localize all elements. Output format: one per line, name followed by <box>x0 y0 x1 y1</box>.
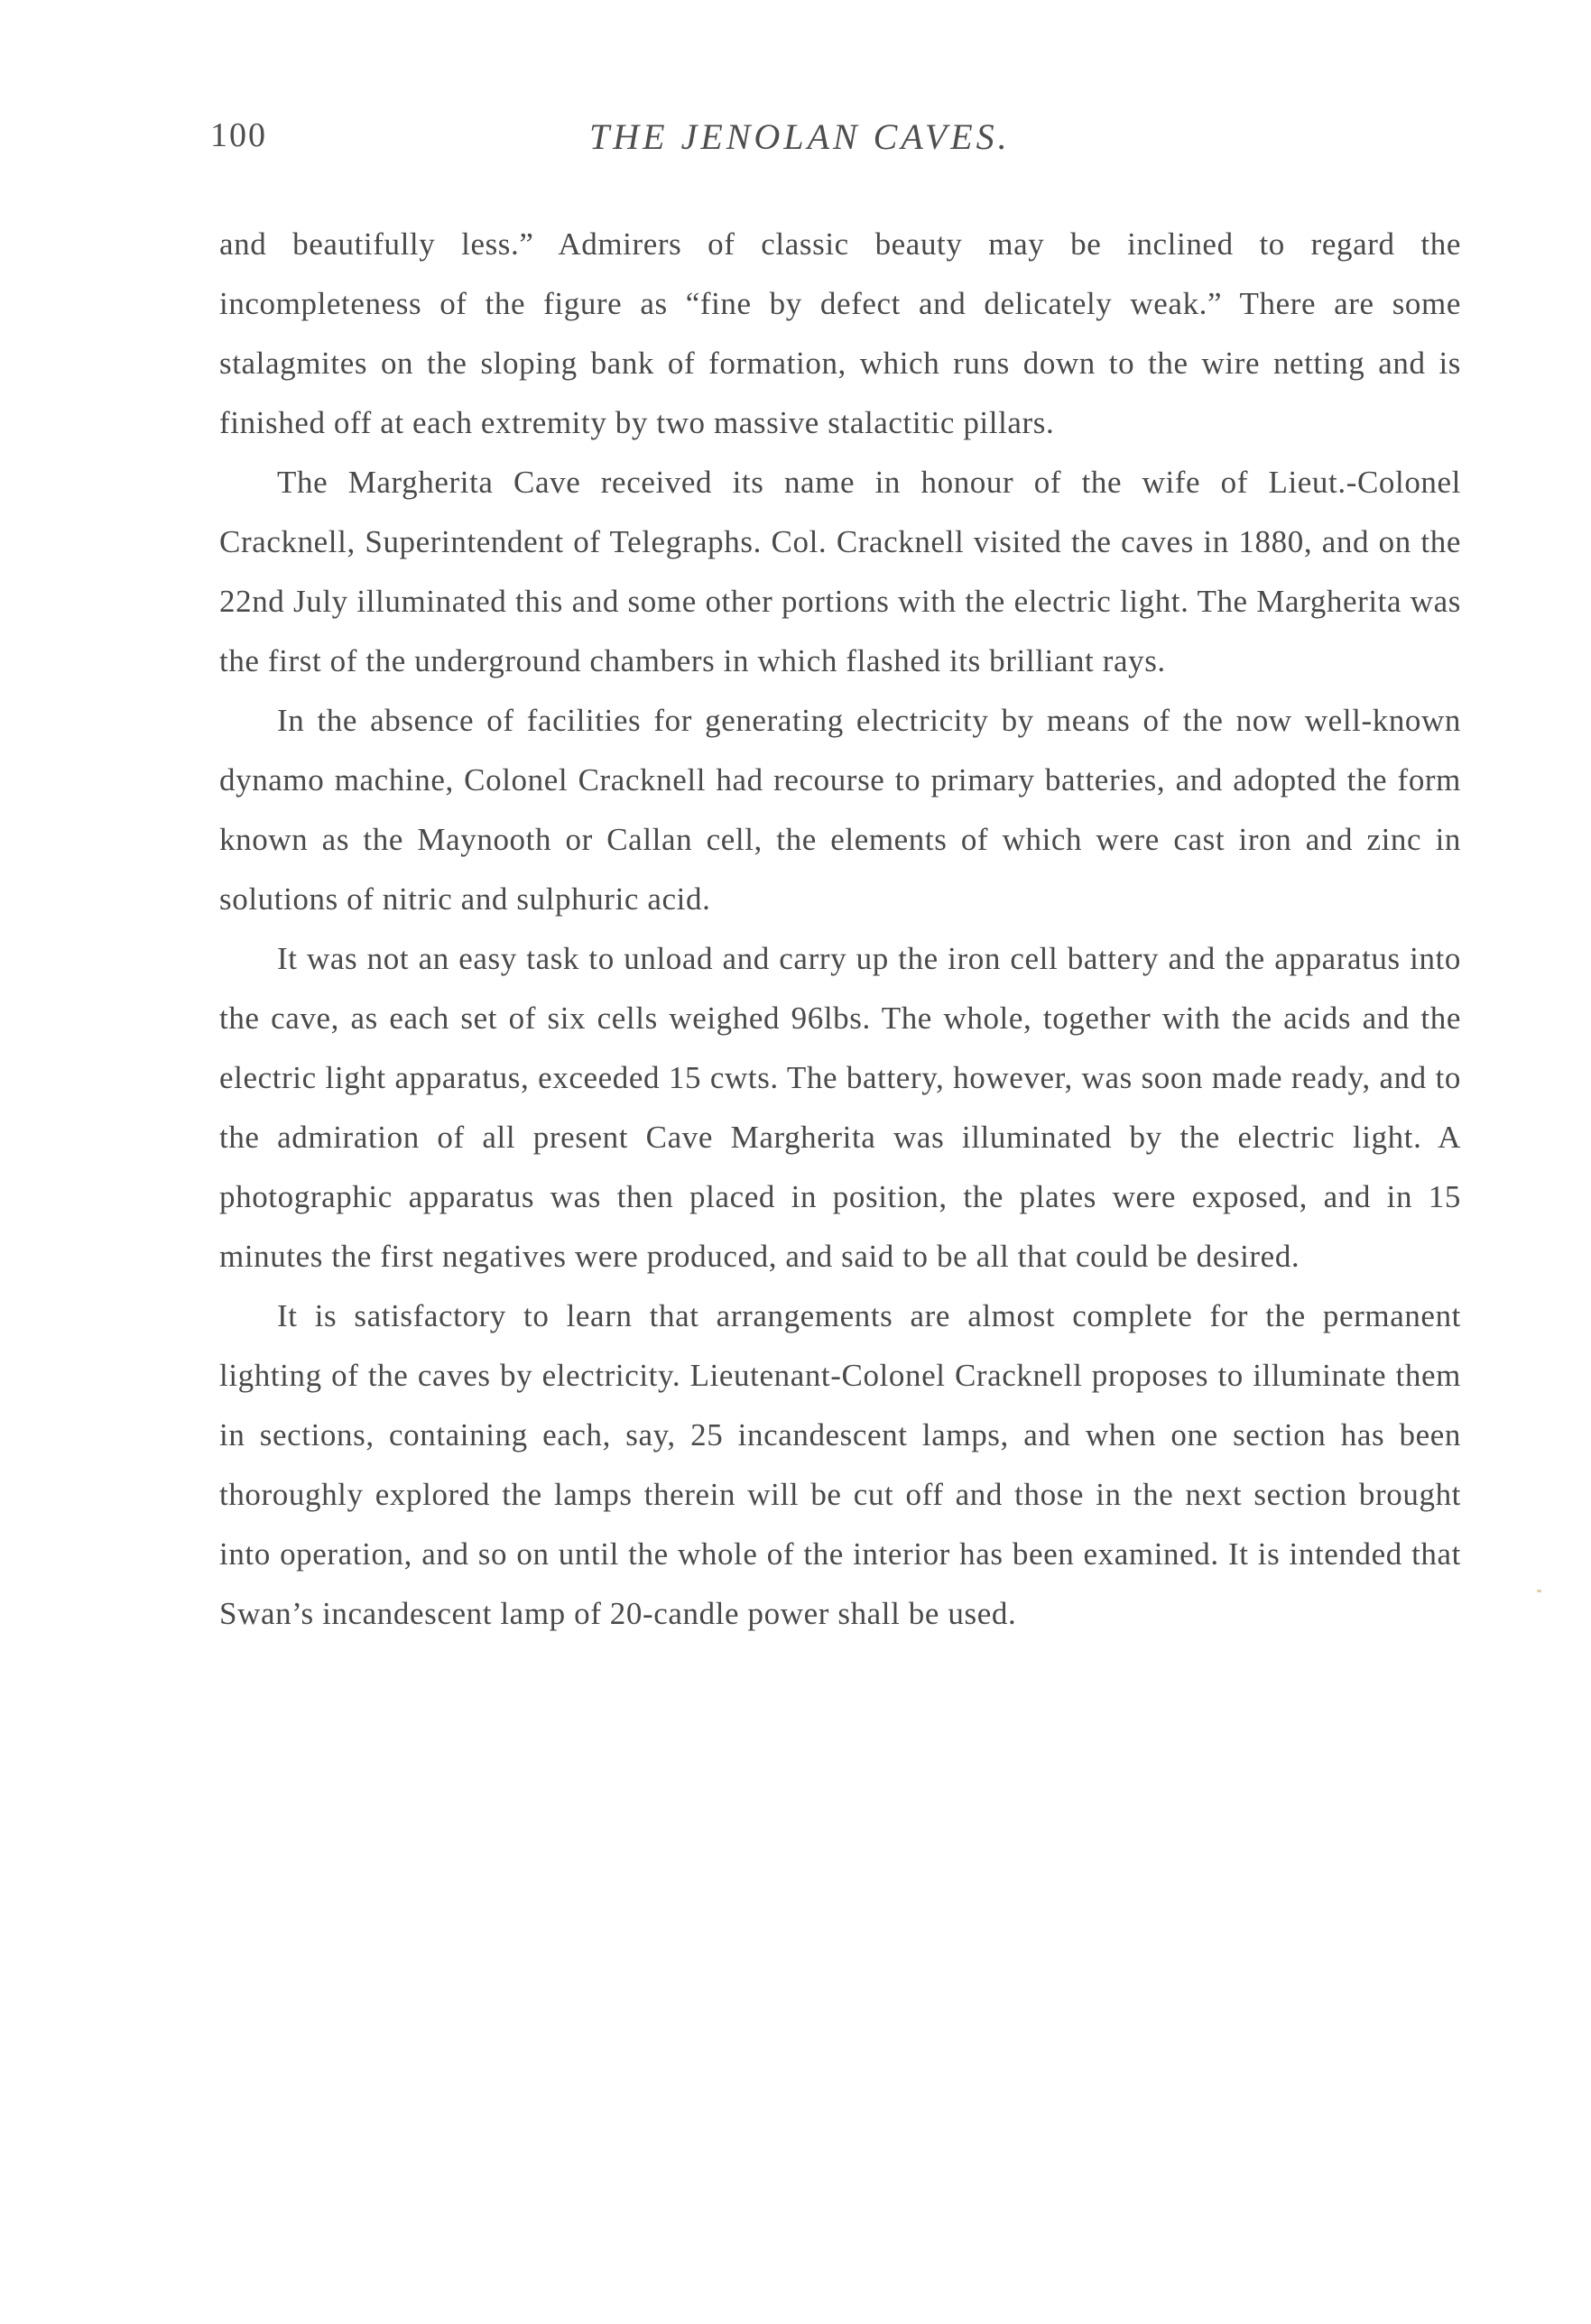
running-title: THE JENOLAN CAVES. <box>589 116 1011 157</box>
page-number: 100 <box>210 116 267 154</box>
paragraph-continued: and beautifully less.” Admirers of classic beauty may be inclined to regard the incompleteness of the figure as “fine by defect and delicately weak.” There are some stalagmites on the sloping bank of formation, which runs down to the wire netting and is finished off at each extremity by two massive stalactitic pillars. <box>219 226 1461 440</box>
paragraph-battery-transport: It was not an easy task to unload and carry up the iron cell battery and the apparatus into the cave, as each set of six cells weighed 96lbs. The whole, together with the acids and the electric light apparatus, exceeded 15 cwts. The battery, however, was soon made ready, and to the admiration of all present Cave Margherita was illuminated by the electric light. A photographic apparatus was then placed in position, the plates were exposed, and in 15 minutes the first negatives were produced, and said to be all that could be desired. <box>219 941 1461 1274</box>
paragraph-margherita-cave: The Margherita Cave received its name in honour of the wife of Lieut.-Colonel Cracknell, Superintendent of Telegraphs. Col. Cracknell visited the caves in 1880, and on the 22nd July illuminated this and some other portions with the electric light. The Margherita was the first of the underground chambers in which flashed its brilliant rays. <box>219 465 1461 678</box>
page-header <box>210 115 1474 170</box>
paper-speck <box>1537 1590 1541 1592</box>
paragraph-permanent-lighting: It is satisfactory to learn that arrangements are almost complete for the permanent lighting of the caves by electricity. Lieutenant-Colonel Cracknell proposes to illuminate them in sections, containing each, say, 25 incandescent lamps, and when one section has been thoroughly explored the lamps therein will be cut off and those in the next section brought into operation, and so on until the whole of the interior has been examined. It is intended that Swan’s incandescent lamp of 20-candle power shall be used. <box>219 1298 1461 1631</box>
body-text <box>219 215 1461 1644</box>
paragraph-primary-batteries: In the absence of facilities for generating electricity by means of the now well-known dynamo machine, Colonel Cracknell had recourse to primary batteries, and adopted the form known as the Maynooth or Callan cell, the elements of which were cast iron and zinc in solutions of nitric and sulphuric acid. <box>219 703 1461 917</box>
